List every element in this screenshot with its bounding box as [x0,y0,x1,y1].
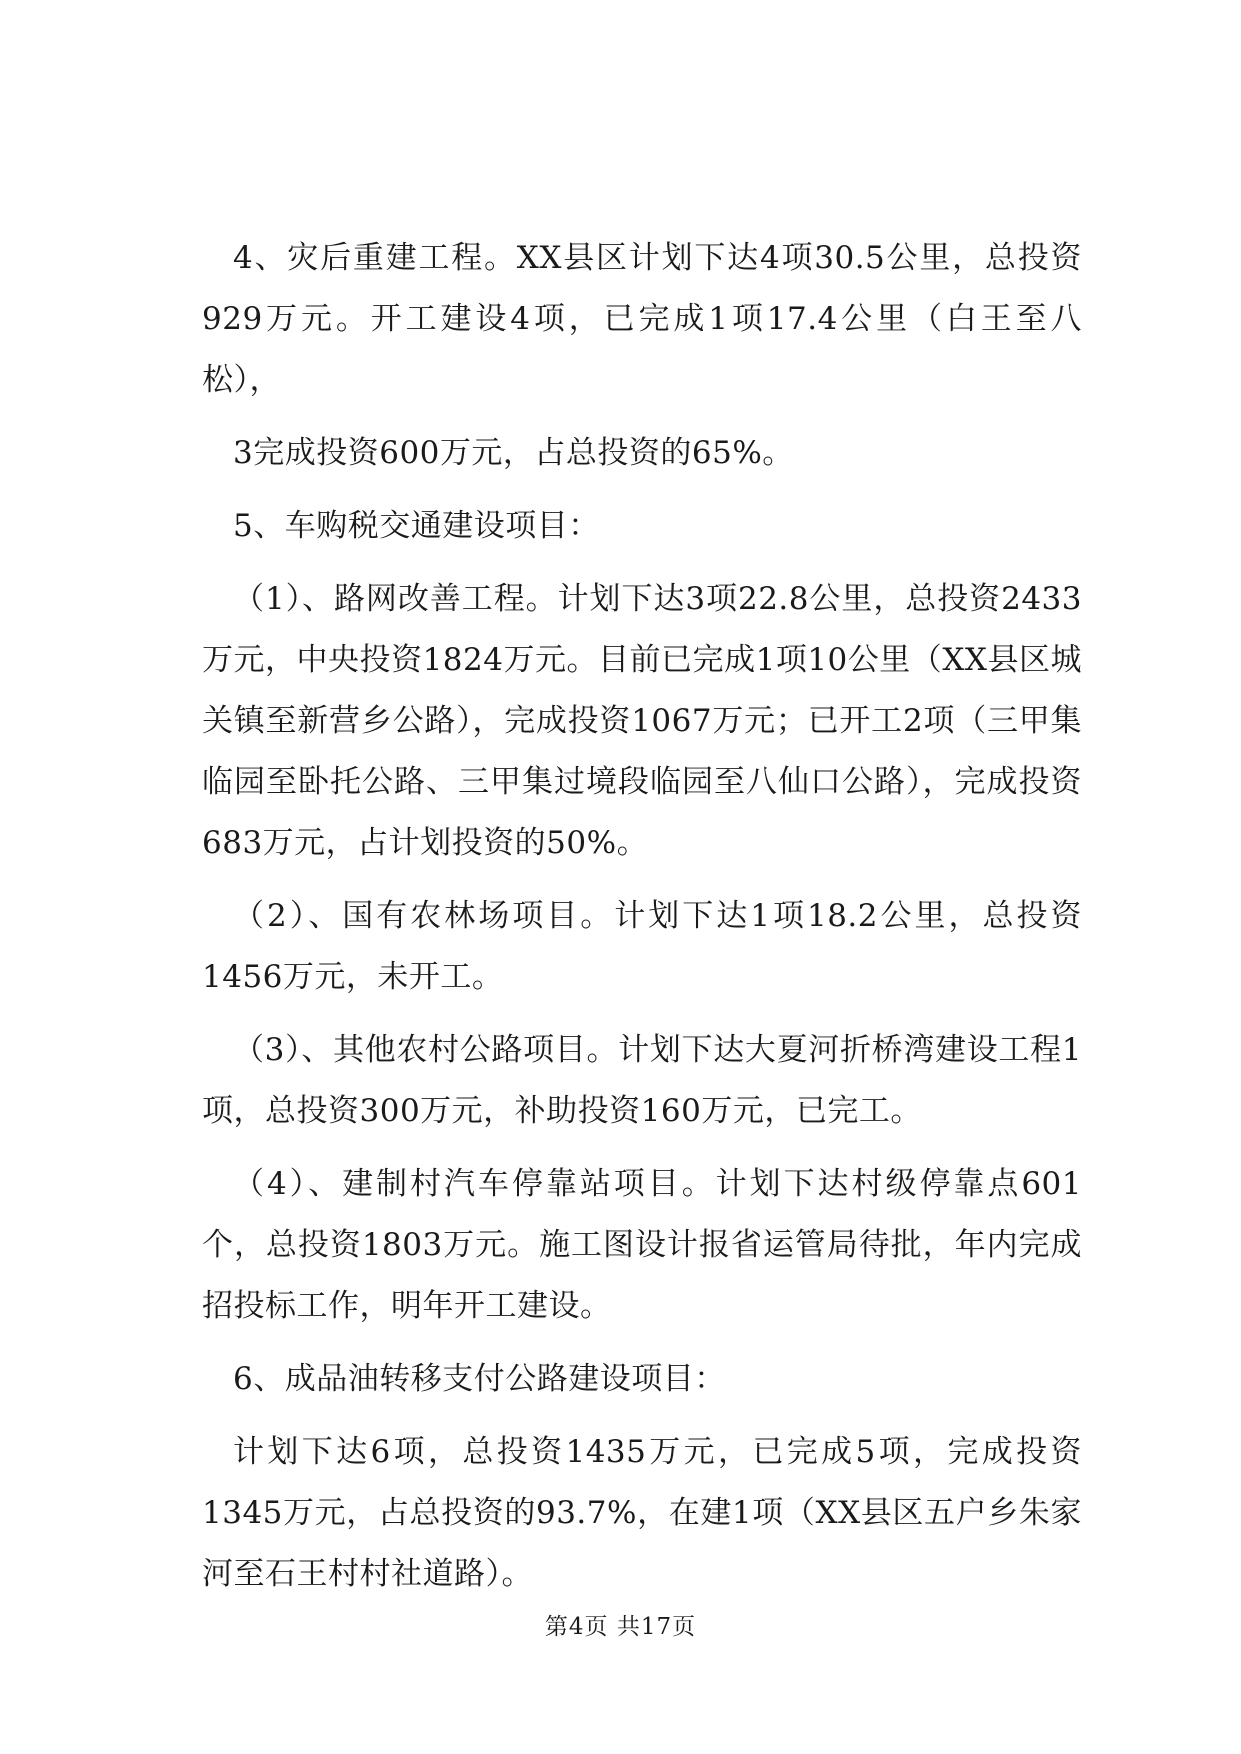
paragraph-gap [202,411,1082,423]
document-body [202,228,1082,1605]
paragraph-gap [202,1410,1082,1422]
paragraph-disaster-investment: 3完成投资600万元，占总投资的65%。 [233,435,794,471]
paragraph-fuel-transfer-detail: 计划下达6项，总投资1435万元，已完成5项，完成投资1345万元，占总投资的93.7%，在建1项（XX县区五户乡朱家河至石王村村社道路）。 [202,1434,1082,1592]
page-number-footer: 第4页 共17页 [544,1614,697,1640]
paragraph-disaster-reconstruction: 4、灾后重建工程。XX县区计划下达4项30.5公里，总投资929万元。开工建设4项，已完成1项17.4公里（白王至八松）， [202,240,1082,398]
paragraph-gap [202,874,1082,886]
paragraph-gap [202,557,1082,569]
paragraph-gap [202,484,1082,496]
paragraph-gap [202,1008,1082,1020]
paragraph-bus-stops: （4）、建制村汽车停靠站项目。计划下达村级停靠点601个，总投资1803万元。施工图设计报省运管局待批，年内完成招投标工作，明年开工建设。 [202,1166,1082,1324]
paragraph-rural-roads: （3）、其他农村公路项目。计划下达大夏河折桥湾建设工程1项，总投资300万元，补助投资160万元，已完工。 [202,1032,1082,1129]
paragraph-state-farms: （2）、国有农林场项目。计划下达1项18.2公里，总投资1456万元，未开工。 [202,898,1082,995]
paragraph-gap [202,1337,1082,1349]
paragraph-gap [202,1142,1082,1154]
paragraph-vehicle-tax-heading: 5、车购税交通建设项目： [233,508,600,544]
paragraph-fuel-transfer-heading: 6、成品油转移支付公路建设项目： [233,1361,726,1397]
paragraph-road-network: （1）、路网改善工程。计划下达3项22.8公里，总投资2433万元，中央投资1824万元。目前已完成1项10公里（XX县区城关镇至新营乡公路），完成投资1067万元；已开工2项（三甲集临园至卧托公路、三甲集过境段临园至八仙口公路），完成投资683万元，占计划投资的50%。 [202,581,1082,861]
